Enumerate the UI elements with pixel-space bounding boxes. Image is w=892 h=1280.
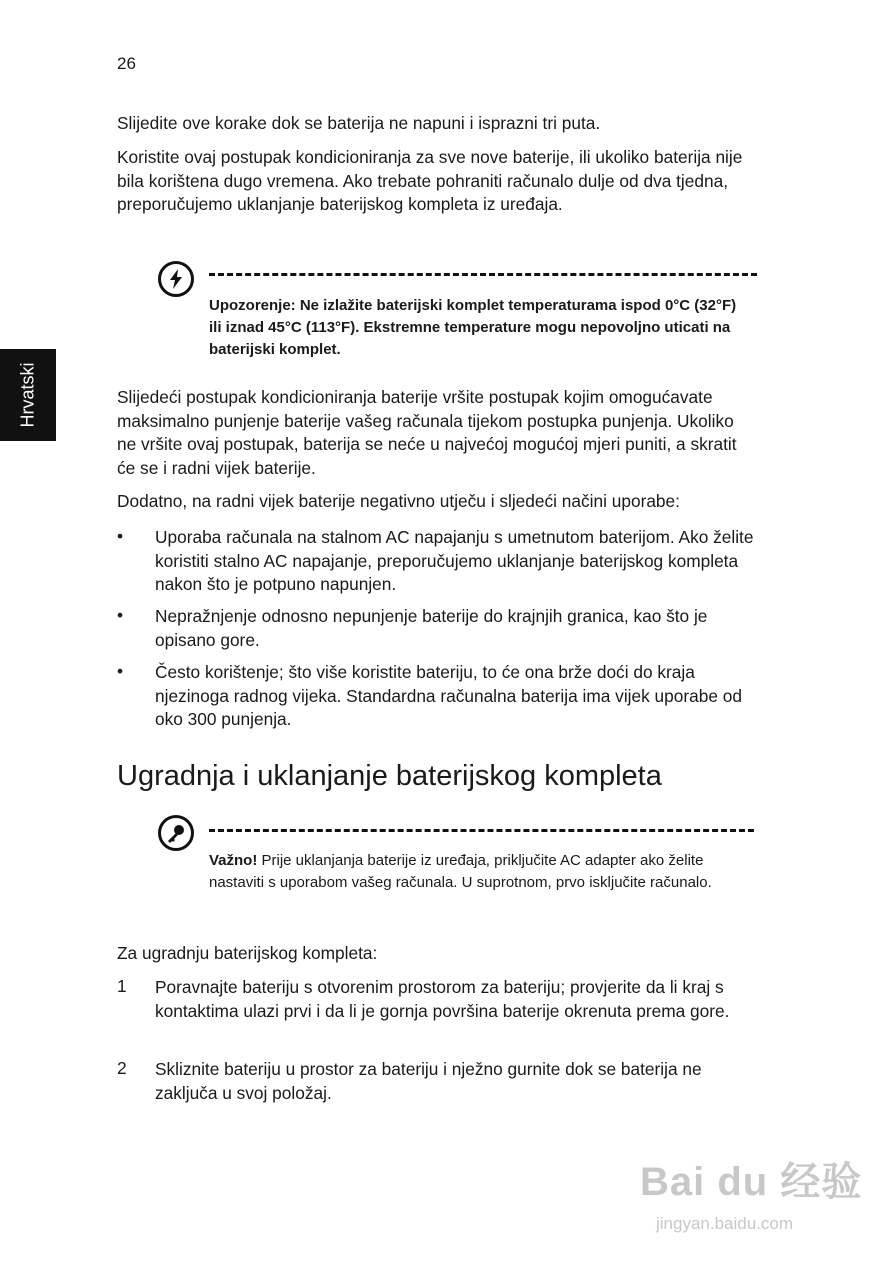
list-item: Nepražnjenje odnosno nepunjenje baterije do krajnjih granica, kao što je opisano gore.: [155, 606, 708, 650]
warning-text: Upozorenje: Ne izlažite baterijski komplet temperaturama ispod 0°C (32°F) ili iznad 45°C (113°F). Ekstremne temperature mogu nepovoljno uticati na baterijski komplet.: [209, 297, 737, 358]
bullet-marker: •: [117, 526, 124, 546]
watermark-brand: Bai du 经验: [640, 1160, 863, 1204]
paragraph-3: Slijedeći postupak kondicioniranja baterije vršite postupak kojim omogućavate maksimalno punjenje baterije vašeg računala tijekom postupka punjenja. Ukoliko ne vršite ovaj postupak, baterija se neće u najvećoj mogućoj mjeri puniti, a skratit će se i radni vijek baterije.: [117, 387, 737, 478]
step-number: 2: [117, 1058, 127, 1078]
important-text: Prije uklanjanja baterije iz uređaja, priključite AC adapter ako želite nastaviti s uporabom vašeg računala. U suprotnom, prvo isključite računalo.: [209, 852, 712, 891]
bullet-marker: •: [117, 661, 124, 681]
important-label: Važno!: [209, 852, 258, 869]
bullet-marker: •: [117, 605, 124, 625]
step-text: Poravnajte bateriju s otvorenim prostorom za bateriju; provjerite da li kraj s kontaktima ulazi prvi i da li je gornja površina baterije okrenuta prema gore.: [155, 977, 730, 1021]
section-heading: Ugradnja i uklanjanje baterijskog kompleta: [117, 760, 662, 792]
step-number: 1: [117, 976, 127, 996]
note-divider: [209, 273, 757, 276]
language-label: Hrvatski: [17, 362, 38, 428]
paragraph-4: Dodatno, na radni vijek baterije negativno utječu i sljedeći načini uporabe:: [117, 491, 680, 511]
language-side-tab: [0, 349, 56, 441]
list-item: Uporaba računala na stalnom AC napajanju s umetnutom baterijom. Ako želite koristiti stalno AC napajanje, preporučujemo uklanjanje baterijskog kompleta nakon što je potpuno napunjen.: [155, 527, 754, 594]
lightning-icon: [158, 261, 194, 297]
watermark: [640, 1150, 863, 1250]
note-divider: [209, 829, 754, 832]
watermark-url: jingyan.baidu.com: [656, 1214, 794, 1233]
paragraph-5: Za ugradnju baterijskog kompleta:: [117, 943, 378, 963]
paragraph-2: Koristite ovaj postupak kondicioniranja za sve nove baterije, ili ukoliko baterija nije bila korištena dugo vremena. Ako trebate pohraniti računalo dulje od dva tjedna, preporučujemo uklanjanje baterijskog kompleta iz uređaja.: [117, 147, 743, 214]
page-number: 26: [117, 54, 136, 73]
paragraph-1: Slijedite ove korake dok se baterija ne napuni i isprazni tri puta.: [117, 113, 601, 133]
list-item: Često korištenje; što više koristite bateriju, to će ona brže doći do kraja njezinoga radnog vijeka. Standardna računalna baterija ima vijek uporabe od oko 300 punjenja.: [155, 662, 742, 729]
key-icon: [158, 815, 194, 851]
step-text: Skliznite bateriju u prostor za bateriju i nježno gurnite dok se baterija ne zaključa u svoj položaj.: [155, 1059, 702, 1103]
important-note: [209, 850, 749, 894]
